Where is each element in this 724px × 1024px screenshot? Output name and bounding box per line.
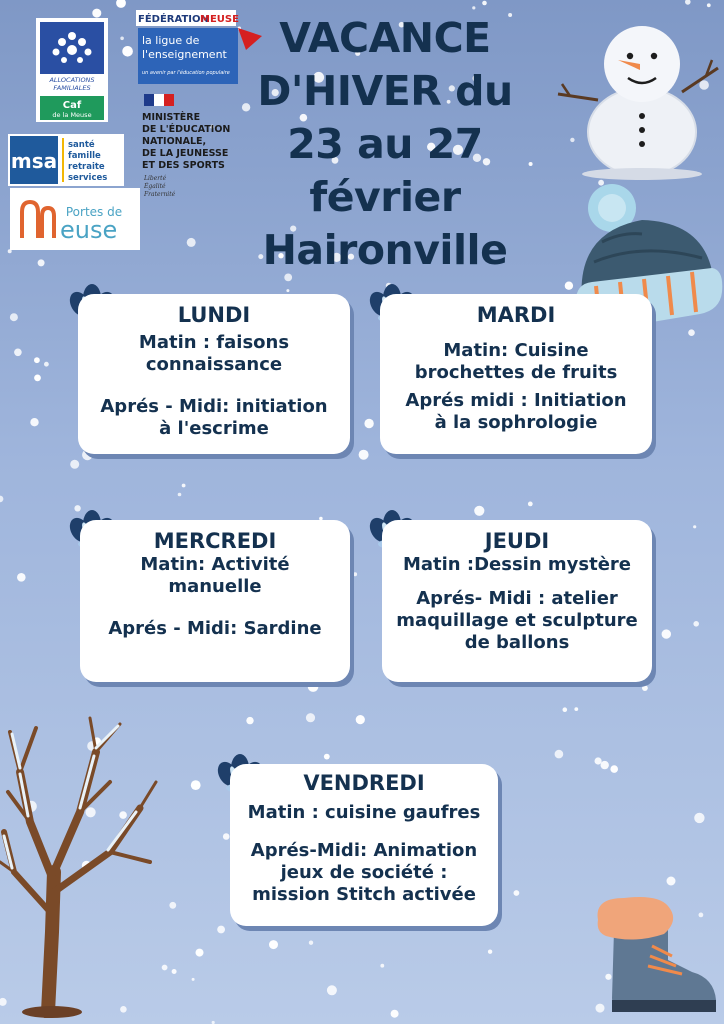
snowflake (694, 813, 704, 823)
mardi-matin-line-2: brochettes de fruits (414, 362, 618, 383)
day-title-jeudi: JEUDI (484, 529, 550, 553)
arch-icon (22, 202, 38, 238)
caf-logo (36, 18, 108, 122)
snowflake (391, 1010, 399, 1018)
day-card-mardi (380, 294, 652, 454)
svg-text:Égalité: Égalité (144, 183, 166, 190)
svg-text:Portes de: Portes de (65, 205, 123, 219)
day-title-mardi: MARDI (476, 303, 556, 327)
snowflake (327, 985, 337, 995)
snowflake (364, 419, 373, 428)
snowflake (642, 685, 648, 691)
title-line-2: D'HIVER du (257, 67, 513, 115)
msa-logo (8, 134, 124, 186)
svg-text:l'enseignement: l'enseignement (142, 48, 227, 61)
snowflake (308, 681, 319, 692)
svg-text:msa: msa (10, 149, 58, 173)
svg-text:MEUSE: MEUSE (200, 14, 239, 25)
snowflake (482, 1, 487, 6)
snowflake (707, 3, 711, 7)
title-line-1: VACANCE (279, 14, 491, 62)
snowflake (38, 259, 45, 266)
snowflake (667, 877, 676, 886)
snowflake (14, 349, 22, 357)
snowflake (178, 493, 182, 497)
svg-text:un avenir par l'éducation popu: un avenir par l'éducation populaire (142, 70, 230, 76)
snowflake (693, 621, 699, 627)
lundi-matin-line-1: Matin : faisons (138, 332, 290, 353)
svg-text:Liberté: Liberté (144, 175, 167, 182)
snowflake (0, 496, 3, 503)
svg-text:retraite: retraite (68, 162, 105, 172)
mardi-apres-midi-line-1: Aprés midi : Initiation (405, 390, 627, 411)
snowflake (574, 707, 578, 711)
snowflake (685, 0, 691, 5)
snowflake (514, 890, 520, 896)
snowflake (359, 450, 369, 460)
svg-text:euse: euse (60, 216, 118, 244)
snowflake (286, 289, 289, 292)
svg-text:famille: famille (68, 151, 101, 161)
poster-title (240, 12, 530, 277)
svg-text:DE L'ÉDUCATION: DE L'ÉDUCATION (142, 124, 231, 135)
day-title-vendredi: VENDREDI (303, 771, 425, 795)
snowflake (563, 707, 568, 712)
snowflake (191, 780, 201, 790)
snowflake (122, 46, 133, 57)
bare-tree-illustration (0, 712, 160, 1018)
day-title-lundi: LUNDI (177, 303, 251, 327)
lundi-apres-midi-line-2: à l'escrime (159, 418, 269, 439)
snowflake (610, 765, 618, 773)
snowflake (246, 717, 253, 724)
snowflake (172, 969, 177, 974)
snowflake (70, 460, 79, 469)
snowflake (601, 761, 609, 769)
snowflake (34, 357, 40, 363)
snowflake (116, 0, 126, 8)
snowflake (92, 9, 101, 18)
mardi-matin-line-1: Matin: Cuisine (443, 340, 589, 361)
svg-text:Caf: Caf (62, 100, 82, 111)
snowflake (196, 949, 204, 957)
snowflake (162, 965, 168, 971)
title-line-5: Haironville (262, 226, 508, 274)
jeudi-apres-midi-line-1: Aprés- Midi : atelier (416, 588, 618, 609)
snowflake (595, 757, 602, 764)
snowflake (555, 750, 564, 759)
snowflake (528, 502, 533, 507)
snowflake (474, 506, 484, 516)
mercredi-matin-line-1: Matin: Activité (140, 554, 290, 575)
lundi-apres-midi-line-1: Aprés - Midi: initiation (100, 396, 328, 417)
snowflake (488, 950, 492, 954)
jeudi-apres-midi-line-3: de ballons (464, 632, 570, 653)
ministere-logo (140, 92, 250, 204)
snowflake (187, 238, 196, 247)
jeudi-apres-midi-line-2: maquillage et sculpture (396, 610, 638, 631)
snowflake (30, 418, 38, 426)
vendredi-apres-midi-line-3: mission Stitch activée (252, 884, 476, 905)
jeudi-matin-line-1: Matin :Dessin mystère (402, 554, 632, 575)
snowflake (223, 833, 230, 840)
day-card-lundi (78, 294, 350, 454)
snowflake (472, 6, 475, 9)
caf-emblem-icon (36, 18, 108, 122)
day-card-mercredi (80, 520, 350, 682)
day-title-mercredi: MERCREDI (153, 529, 277, 553)
snowman-illustration (556, 12, 724, 182)
winter-boot-illustration (584, 890, 720, 1020)
lundi-matin-line-2: connaissance (145, 354, 283, 375)
flag-icon (144, 94, 154, 106)
snowflake (380, 964, 384, 968)
svg-text:ET DES SPORTS: ET DES SPORTS (142, 160, 225, 171)
title-line-3: 23 au 27 (287, 120, 483, 168)
snowflake (169, 902, 176, 909)
svg-text:ALLOCATIONS: ALLOCATIONS (49, 76, 95, 84)
svg-text:Fraternité: Fraternité (144, 191, 176, 198)
snowflake (662, 629, 671, 638)
svg-text:NATIONALE,: NATIONALE, (142, 136, 207, 147)
snowflake (306, 713, 315, 722)
snowflake (693, 525, 696, 528)
mercredi-matin-line-2: manuelle (168, 576, 262, 597)
snowflake (353, 572, 357, 576)
day-card-vendredi (230, 764, 498, 926)
title-line-4: février (309, 173, 461, 221)
svg-text:la ligue de: la ligue de (142, 34, 200, 47)
snowflake (269, 940, 278, 949)
snowflake (356, 715, 365, 724)
svg-text:FÉDÉRATION: FÉDÉRATION (138, 14, 209, 25)
mercredi-apres-midi-line-1: Aprés - Midi: Sardine (108, 618, 322, 639)
snowflake (17, 573, 26, 582)
snowflake (309, 941, 313, 945)
snowflake (34, 375, 41, 382)
mardi-apres-midi-line-2: à la sophrologie (434, 412, 598, 433)
portes-de-meuse-logo (10, 188, 140, 250)
day-card-jeudi (382, 520, 652, 682)
svg-text:FAMILIALES: FAMILIALES (53, 84, 91, 92)
vendredi-matin-line-1: Matin : cuisine gaufres (247, 802, 481, 823)
vendredi-apres-midi-line-2: jeux de société : (280, 862, 448, 883)
snowflake (324, 754, 330, 760)
svg-text:services: services (68, 173, 108, 183)
snowflake (192, 978, 195, 981)
svg-text:DE LA JEUNESSE: DE LA JEUNESSE (142, 148, 229, 159)
snowflake (10, 313, 18, 321)
vendredi-apres-midi-line-1: Aprés-Midi: Animation (250, 840, 478, 861)
snowflake (182, 484, 186, 488)
snowflake (217, 926, 225, 934)
snowflake (44, 362, 49, 367)
svg-text:santé: santé (68, 140, 95, 150)
svg-text:de la Meuse: de la Meuse (52, 111, 92, 119)
svg-text:MINISTÈRE: MINISTÈRE (142, 112, 201, 123)
snowflake (120, 37, 124, 41)
